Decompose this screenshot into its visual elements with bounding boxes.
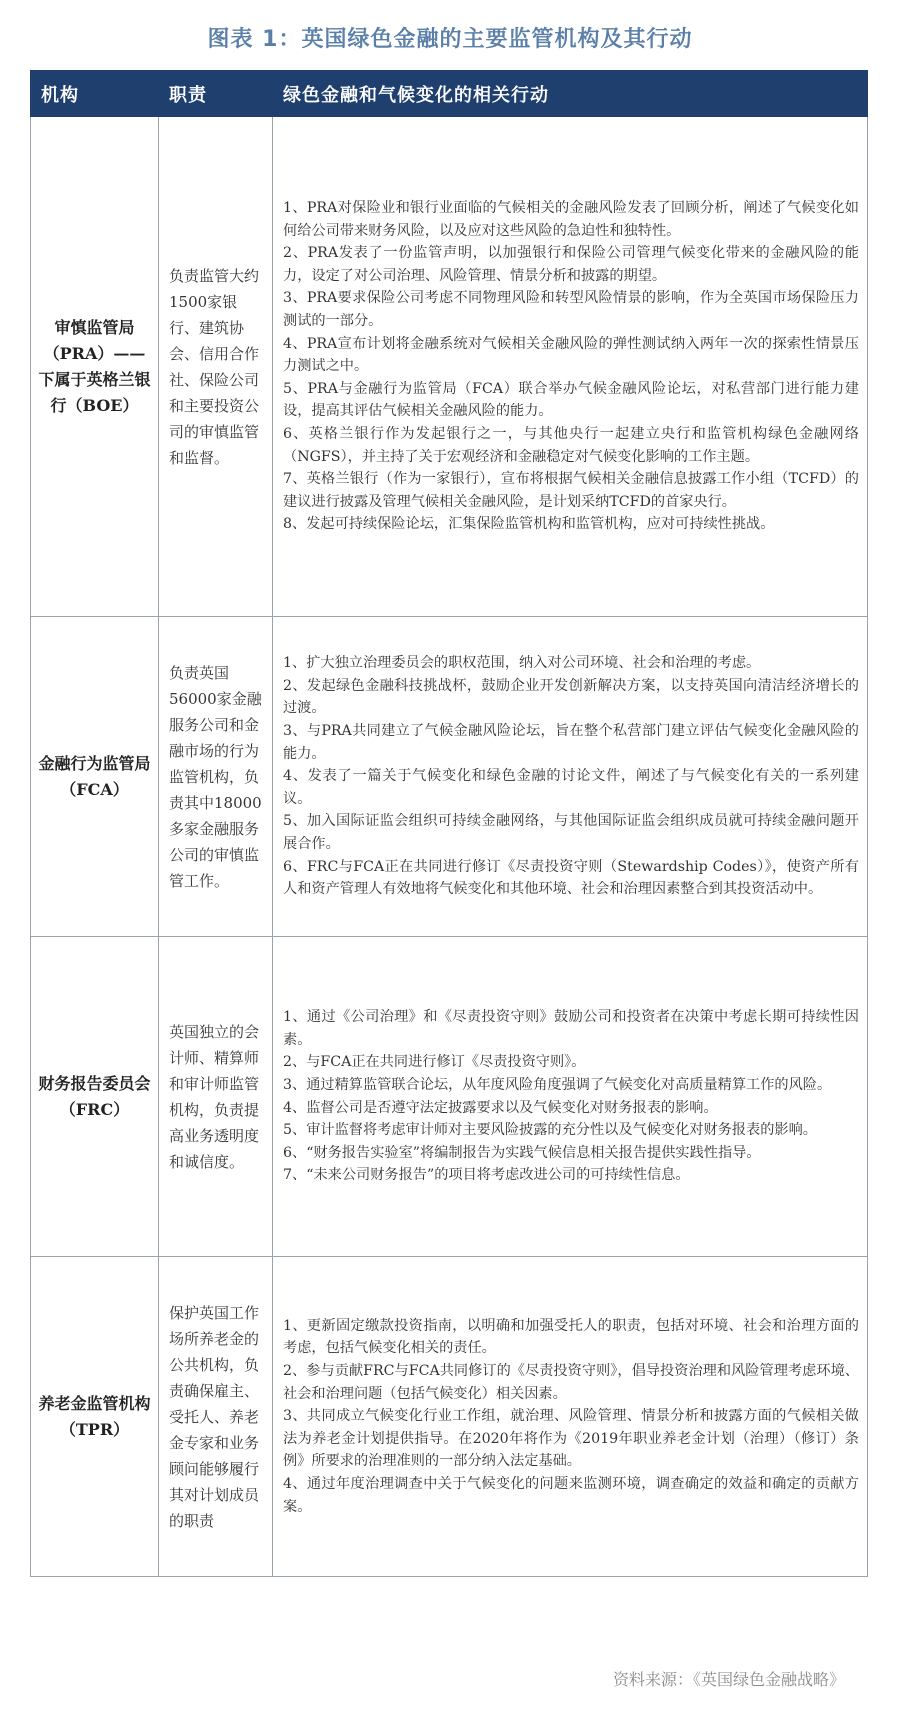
action-item: 2、发起绿色金融科技挑战杯，鼓励企业开发创新解决方案，以支持英国向清洁经济增长的过渡。 [283, 677, 859, 717]
actions-cell [273, 937, 868, 1257]
table-row-fca [31, 617, 868, 937]
action-item: 7、“未来公司财务报告”的项目将考虑改进公司的可持续性信息。 [283, 1167, 690, 1184]
action-item: 6、英格兰银行作为发起银行之一，与其他央行一起建立央行和监管机构绿色金融网络（NGFS），并主持了关于宏观经济和金融稳定对气候变化影响的工作主题。 [283, 425, 859, 465]
actions-cell [273, 117, 868, 617]
action-item: 8、发起可持续保险论坛，汇集保险监管机构和监管机构，应对可持续性挑战。 [283, 516, 775, 533]
action-item: 1、更新固定缴款投资指南，以明确和加强受托人的职责，包括对环境、社会和治理方面的考虑，包括气候变化相关的责任。 [283, 1317, 859, 1357]
action-item: 3、与PRA共同建立了气候金融风险论坛，旨在整个私营部门建立评估气候变化金融风险的能力。 [283, 723, 859, 762]
source-note: 资料来源：《英国绿色金融战略》 [612, 1670, 845, 1689]
table-header-row [31, 71, 868, 117]
actions-cell [273, 617, 868, 937]
action-item: 5、加入国际证监会组织可持续金融网络，与其他国际证监会组织成员就可持续金融问题开展合作。 [283, 813, 859, 852]
action-item: 1、PRA对保险业和银行业面临的气候相关的金融风险发表了回顾分析，阐述了气候变化如何给公司带来财务风险，以及应对这些风险的急迫性和独特性。 [283, 200, 859, 239]
action-item: 7、英格兰银行（作为一家银行），宣布将根据气候相关金融信息披露工作小组（TCFD）的建议进行披露及管理气候相关金融风险，是计划采纳TCFD的首家央行。 [283, 471, 859, 510]
duty-cell: 保护英国工作场所养老金的公共机构，负责确保雇主、受托人、养老金专家和业务顾问能够履行其对计划成员的职责 [159, 1257, 273, 1577]
org-cell: 审慎监管局（PRA）——下属于英格兰银行（BOE） [31, 117, 159, 617]
header-duty: 职责 [159, 71, 273, 117]
action-item: 4、监督公司是否遵守法定披露要求以及气候变化对财务报表的影响。 [283, 1099, 718, 1116]
action-item: 2、与FCA正在共同进行修订《尽责投资守则》。 [283, 1054, 586, 1071]
duty-cell: 英国独立的会计师、精算师和审计师监管机构，负责提高业务透明度和诚信度。 [159, 937, 273, 1257]
action-item: 1、通过《公司治理》和《尽责投资守则》鼓励公司和投资者在决策中考虑长期可持续性因素。 [283, 1009, 859, 1048]
table-row-tpr [31, 1257, 868, 1577]
table-title: 图表 1：英国绿色金融的主要监管机构及其行动 [207, 27, 693, 52]
actions-cell [273, 1257, 868, 1577]
header-actions: 绿色金融和气候变化的相关行动 [273, 71, 868, 117]
duty-cell: 负责监管大约1500家银行、建筑协会、信用合作社、保险公司和主要投资公司的审慎监管和监督。 [159, 117, 273, 617]
action-item: 5、PRA与金融行为监管局（FCA）联合举办气候金融风险论坛，对私营部门进行能力建设，提高其评估气候相关金融风险的能力。 [283, 380, 859, 420]
org-cell: 养老金监管机构（TPR） [31, 1257, 159, 1577]
action-item: 5、审计监督将考虑审计师对主要风险披露的充分性以及气候变化对财务报表的影响。 [283, 1122, 817, 1139]
org-cell: 金融行为监管局（FCA） [31, 617, 159, 937]
action-item: 3、通过精算监管联合论坛，从年度风险角度强调了气候变化对高质量精算工作的风险。 [283, 1076, 832, 1093]
action-item: 4、PRA宣布计划将金融系统对气候相关金融风险的弹性测试纳入两年一次的探索性情景压力测试之中。 [283, 335, 859, 375]
table-row-frc [31, 937, 868, 1257]
action-item: 6、“财务报告实验室”将编制报告为实践气候信息相关报告提供实践性指导。 [283, 1144, 761, 1161]
action-item: 2、参与贡献FRC与FCA共同修订的《尽责投资守则》，倡导投资治理和风险管理考虑环境、社会和治理问题（包括气候变化）相关因素。 [283, 1363, 859, 1402]
table-row-pra [31, 117, 868, 617]
action-item: 4、通过年度治理调查中关于气候变化的问题来监测环境，调查确定的效益和确定的贡献方案。 [283, 1475, 859, 1515]
action-item: 3、共同成立气候变化行业工作组，就治理、风险管理、情景分析和披露方面的气候相关做法为养老金计划提供指导。在2020年将作为《2019年职业养老金计划（治理）（修订）条例》所要求的治理准则的一部分纳入法定基础。 [283, 1408, 859, 1470]
action-item: 6、FRC与FCA正在共同进行修订《尽责投资守则（Stewardship Codes）》，使资产所有人和资产管理人有效地将气候变化和其他环境、社会和治理因素整合到其投资活动中。 [283, 858, 859, 898]
header-org: 机构 [31, 71, 159, 117]
action-item: 1、扩大独立治理委员会的职权范围，纳入对公司环境、社会和治理的考虑。 [283, 655, 761, 672]
action-item: 4、发表了一篇关于气候变化和绿色金融的讨论文件，阐述了与气候变化有关的一系列建议。 [283, 768, 859, 807]
duty-cell: 负责英国56000家金融服务公司和金融市场的行为监管机构，负责其中18000多家金融服务公司的审慎监管工作。 [159, 617, 273, 937]
org-cell: 财务报告委员会（FRC） [31, 937, 159, 1257]
action-item: 2、PRA发表了一份监管声明，以加强银行和保险公司管理气候变化带来的金融风险的能力，设定了对公司治理、风险管理、情景分析和披露的期望。 [283, 245, 859, 284]
action-item: 3、PRA要求保险公司考虑不同物理风险和转型风险情景的影响，作为全英国市场保险压力测试的一部分。 [283, 290, 859, 330]
regulators-table [30, 70, 868, 1577]
